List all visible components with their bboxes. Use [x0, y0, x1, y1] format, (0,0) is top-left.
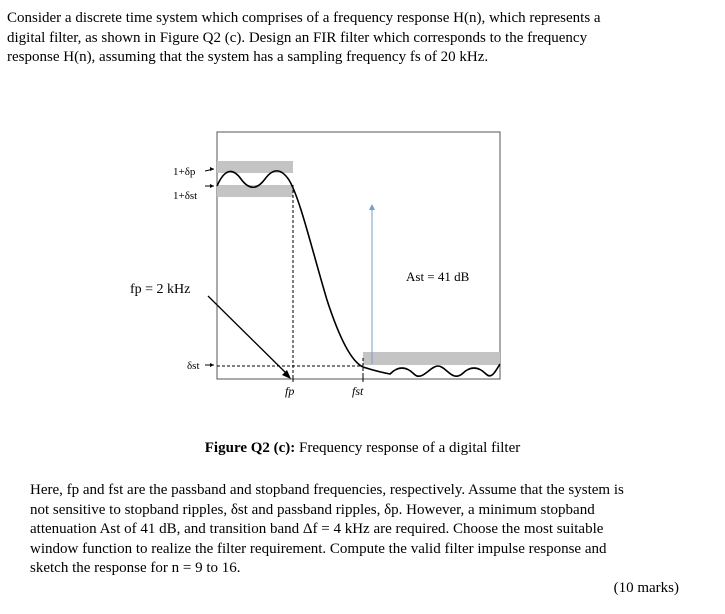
label-1-plus-dp: 1+δp: [173, 166, 196, 178]
intro-line-3: response H(n), assuming that the system has a sampling frequency fs of 20 kHz.: [7, 49, 489, 65]
caption-text: Frequency response of a digital filter: [295, 440, 521, 456]
caption-bold: Figure Q2 (c):: [204, 440, 296, 456]
body-line-2: not sensitive to stopband ripples, δst and passband ripples, δp. However, a minimum stopband: [30, 501, 595, 518]
fp-pointer-arrow-head: [282, 370, 291, 379]
label-1-plus-dst: 1+δst: [173, 190, 198, 202]
label-fp-axis: fp: [285, 384, 295, 398]
intro-line-2: digital filter, as shown in Figure Q2 (c). Design an FIR filter which corresponds to the frequency: [7, 29, 588, 46]
body-line-4: window function to realize the filter requirement. Compute the valid filter impulse response and: [30, 540, 607, 557]
question-body: [30, 481, 709, 579]
figure-caption: [0, 440, 725, 457]
marks-label: (10 marks): [613, 580, 679, 596]
dp-arrow-head: [210, 167, 214, 171]
label-fp-value: fp = 2 kHz: [130, 282, 191, 297]
ast-arrow-head: [369, 204, 375, 210]
stopband-band: [363, 352, 500, 365]
fp-pointer-arrow: [208, 296, 289, 376]
label-dst: δst: [187, 360, 200, 372]
label-ast: Ast = 41 dB: [406, 269, 470, 284]
body-line-1: Here, fp and fst are the passband and stopband frequencies, respectively. Assume that the system is: [30, 482, 624, 498]
body-line-5: sketch the response for n = 9 to 16.: [30, 560, 241, 576]
label-fst-axis: fst: [352, 384, 364, 398]
dst-arrow-head: [210, 363, 214, 367]
body-line-3: attenuation Ast of 41 dB, and transition band Δf = 4 kHz are required. Choose the most suitable: [30, 521, 604, 537]
intro-line-1: Consider a discrete time system which comprises of a frequency response H(n), which represents a: [7, 10, 601, 26]
dst-top-arrow-head: [210, 184, 214, 188]
